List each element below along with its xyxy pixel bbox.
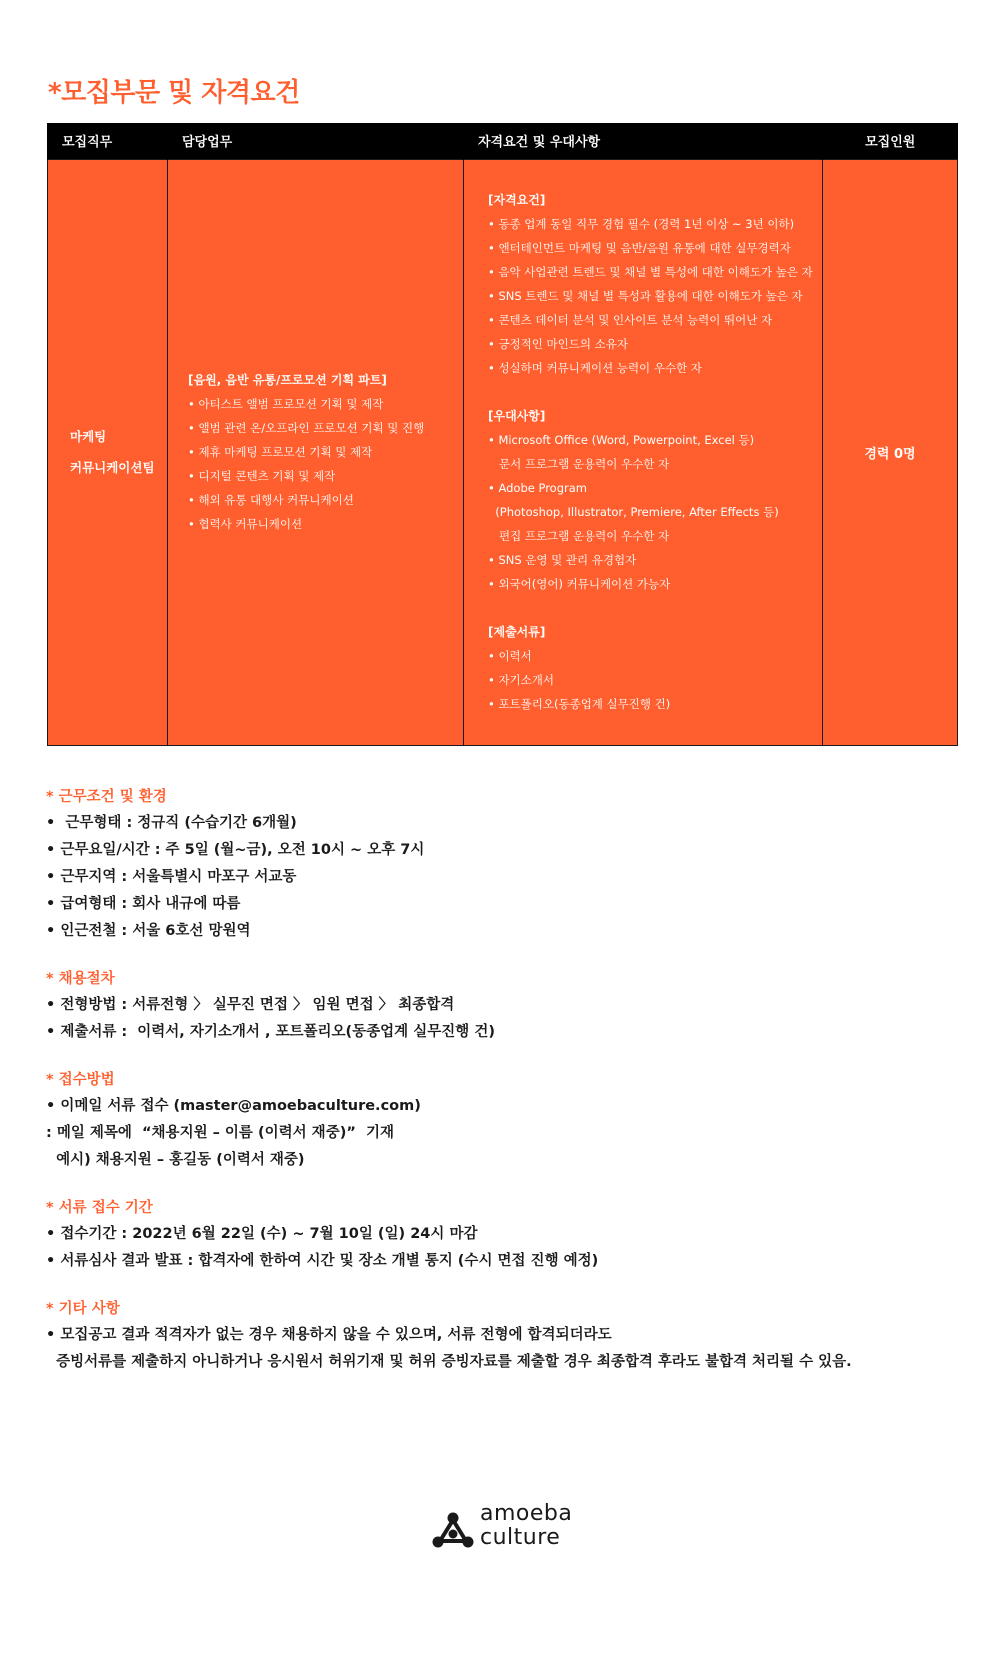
process-section	[46, 966, 946, 1046]
requirement-item: • 엔터테인먼트 마케팅 및 음반/음원 유통에 대한 실무경력자	[488, 241, 791, 255]
duty-item: • 제휴 마케팅 프로모션 기획 및 제작	[188, 445, 373, 459]
section-line: • 모집공고 결과 적격자가 없는 경우 채용하지 않을 수 있으며, 서류 전형에 합격되더라도	[46, 1327, 612, 1343]
header-headcount: 모집인원	[823, 123, 958, 159]
job-line: 마케팅	[70, 429, 107, 444]
logo-line: amoeba	[480, 1501, 573, 1526]
logo-text	[480, 1502, 572, 1550]
requirement-item: • SNS 트렌드 및 채널 별 특성과 활용에 대한 이해도가 높은 자	[488, 289, 803, 303]
requirements-heading: [자격요건]	[488, 193, 546, 207]
preferred-heading: [우대사항]	[488, 409, 546, 423]
duty-item: • 협력사 커뮤니케이션	[188, 517, 303, 531]
preferred-item: (Photoshop, Illustrator, Premiere, After Effects 등)	[488, 505, 779, 519]
table-header-row	[48, 123, 958, 159]
section-line: 증빙서류를 제출하지 아니하거나 응시원서 허위기재 및 허위 증빙자료를 제출할 경우 최종합격 후라도 불합격 처리될 수 있음.	[46, 1354, 852, 1370]
preferred-item: 문서 프로그램 운용력이 우수한 자	[488, 457, 670, 471]
requirement-item: • 콘텐츠 데이터 분석 및 인사이트 분석 능력이 뛰어난 자	[488, 313, 773, 327]
document-item: • 포트폴리오(동종업계 실무진행 건)	[488, 697, 671, 711]
requirement-item: • 동종 업계 동일 직무 경험 필수 (경력 1년 이상 ~ 3년 이하)	[488, 217, 795, 231]
section-line: • 제출서류 : 이력서, 자기소개서 , 포트폴리오(동종업계 실무진행 건)	[46, 1024, 495, 1040]
section-heading: * 기타 사항	[46, 1301, 120, 1317]
section-heading: * 근무조건 및 환경	[46, 789, 167, 805]
apply-section	[46, 1067, 946, 1174]
duty-item: • 앨범 관련 온/오프라인 프로모션 기획 및 진행	[188, 421, 425, 435]
requirement-item: • 음악 사업관련 트렌드 및 채널 별 특성에 대한 이해도가 높은 자	[488, 265, 813, 279]
section-line: • 이메일 서류 접수 (master@amoebaculture.com)	[46, 1098, 421, 1114]
document-item: • 이력서	[488, 649, 532, 663]
conditions-section	[46, 784, 946, 945]
section-line: 예시) 채용지원 – 홍길동 (이력서 재중)	[46, 1152, 305, 1168]
requirements-cell	[464, 159, 823, 745]
document-item: • 자기소개서	[488, 673, 554, 687]
logo-line: culture	[480, 1525, 561, 1550]
table-row	[48, 159, 958, 745]
section-heading: * 채용절차	[46, 971, 115, 987]
section-line: • 인근전철 : 서울 6호선 망원역	[46, 923, 251, 939]
duties-heading: [음원, 음반 유통/프로모션 기획 파트]	[188, 373, 387, 387]
duty-item: • 아티스트 앨범 프로모션 기획 및 제작	[188, 397, 384, 411]
requirement-item: • 성실하며 커뮤니케이션 능력이 우수한 자	[488, 361, 702, 375]
header-requirements: 자격요건 및 우대사항	[464, 123, 823, 159]
headcount-cell: 경력 0명	[823, 159, 958, 745]
requirement-item: • 긍정적인 마인드의 소유자	[488, 337, 628, 351]
job-line: 커뮤니케이션팀	[70, 460, 155, 475]
section-line: • 급여형태 : 회사 내규에 따름	[46, 896, 241, 912]
recruit-table	[47, 123, 958, 746]
preferred-item: • Microsoft Office (Word, Powerpoint, Excel 등)	[488, 433, 755, 447]
section-line: • 근무형태 : 정규직 (수습기간 6개월)	[46, 815, 297, 831]
section-line: • 근무지역 : 서울특별시 마포구 서교동	[46, 869, 297, 885]
section-heading: * 접수방법	[46, 1072, 115, 1088]
header-duties: 담당업무	[168, 123, 464, 159]
section-line: • 접수기간 : 2022년 6월 22일 (수) ~ 7월 10일 (일) 24시 마감	[46, 1226, 478, 1242]
duty-item: • 디지털 콘텐츠 기획 및 제작	[188, 469, 336, 483]
section-line: : 메일 제목에 “채용지원 – 이름 (이력서 재중)” 기재	[46, 1125, 394, 1141]
header-job: 모집직무	[48, 123, 168, 159]
amoeba-culture-logo	[432, 1501, 602, 1556]
section-line: • 서류심사 결과 발표 : 합격자에 한하여 시간 및 장소 개별 통지 (수시 면접 진행 예정)	[46, 1253, 599, 1269]
page-title: *모집부문 및 자격요건	[48, 78, 300, 108]
job-cell	[48, 159, 168, 745]
period-section	[46, 1195, 946, 1275]
preferred-item: • SNS 운영 및 관리 유경험자	[488, 553, 637, 567]
preferred-item: • 외국어(영어) 커뮤니케이션 가능자	[488, 577, 671, 591]
documents-heading: [제출서류]	[488, 625, 546, 639]
section-line: • 근무요일/시간 : 주 5일 (월~금), 오전 10시 ~ 오후 7시	[46, 842, 425, 858]
etc-section	[46, 1296, 946, 1376]
duties-cell	[168, 159, 464, 745]
duty-item: • 해외 유통 대행사 커뮤니케이션	[188, 493, 354, 507]
section-line: • 전형방법 : 서류전형 〉 실무진 면접 〉 임원 면접 〉 최종합격	[46, 997, 455, 1013]
info-sections	[46, 784, 946, 1397]
preferred-item: 편집 프로그램 운용력이 우수한 자	[488, 529, 670, 543]
section-heading: * 서류 접수 기간	[46, 1200, 153, 1216]
logo-mark-icon	[432, 1512, 474, 1550]
preferred-item: • Adobe Program	[488, 481, 587, 495]
